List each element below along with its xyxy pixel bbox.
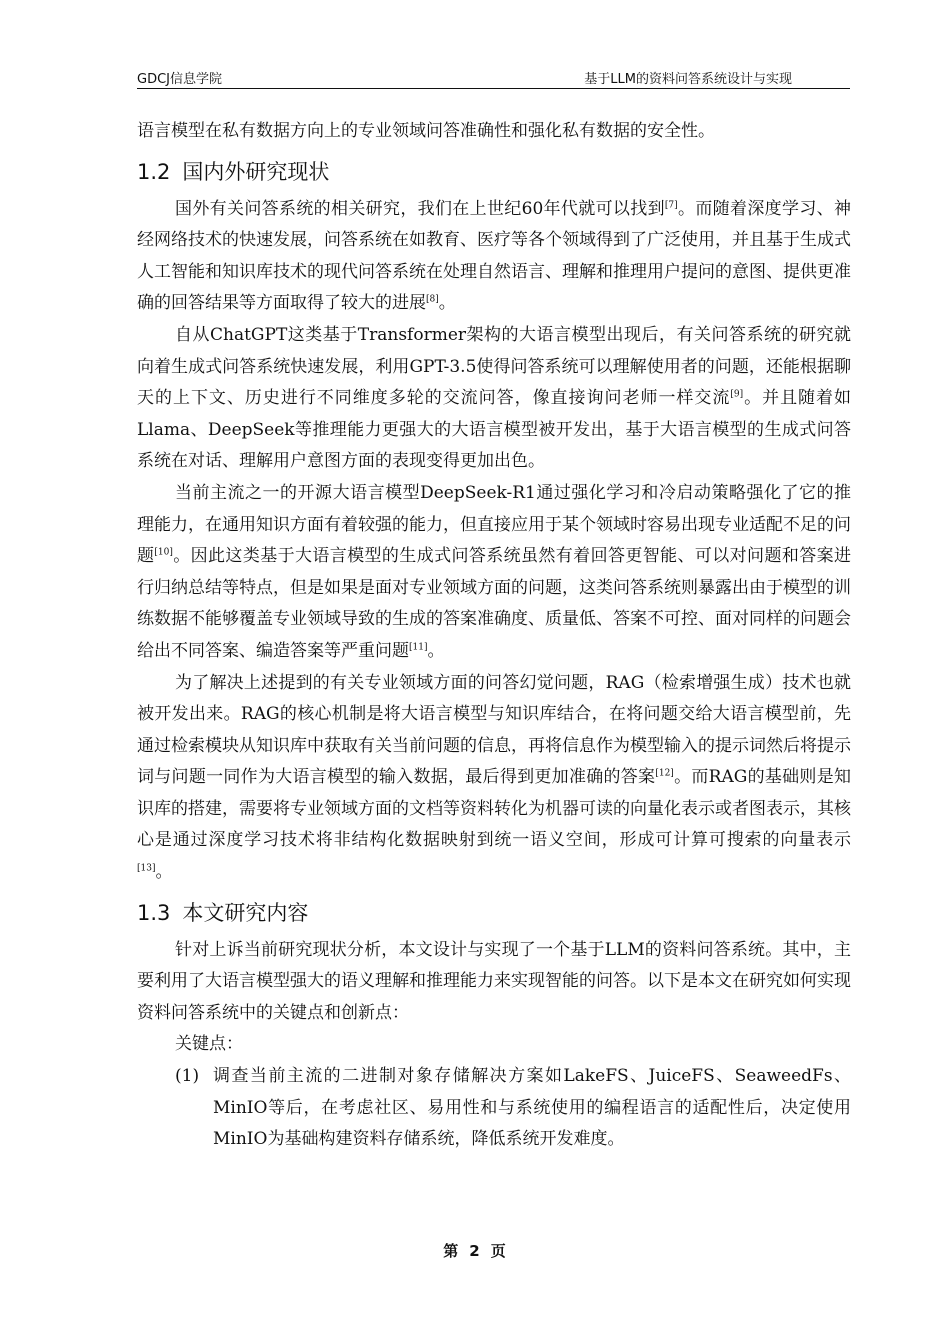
text-run: 。 [427, 640, 445, 661]
text-run: 。并且随着如Llama、DeepSeek等推理能力更强大的大语言模型被开发出，基于大语言模型的生成式问答系统在对话、理解用户意图方面的表现变得更加出色。 [137, 388, 852, 472]
header-right-title: 基于LLM的资料问答系统设计与实现 [584, 72, 792, 87]
citation-ref: [12] [655, 768, 674, 779]
citation-ref: [9] [730, 389, 744, 400]
text-run: 。而RAG的基础则是知识库的搭建，需要将专业领域方面的文档等资料转化为机器可读的向量化表示或者图表示，其核心是通过深度学习技术将非结构化数据映射到统一语义空间，形成可计算可搜索的向量表示 [137, 767, 851, 851]
paragraph-4 [137, 668, 851, 889]
section-number: 1.2 [137, 159, 171, 184]
section-title-text: 本文研究内容 [182, 900, 309, 925]
key-points-label: 关键点： [175, 1034, 243, 1055]
header-left-school: GDCJ信息学院 [137, 72, 222, 87]
citation-ref: [7] [664, 199, 678, 210]
paragraph-5: 针对上诉当前研究现状分析，本文设计与实现了一个基于LLM的资料问答系统。其中，主要利用了大语言模型强大的语义理解和推理能力来实现智能的问答。以下是本文在研究如何实现资料问答系统中的关键点和创新点： [137, 939, 851, 1023]
text-run: 。 [155, 862, 173, 883]
list-marker: (1) [175, 1066, 200, 1087]
citation-ref: [8] [426, 294, 439, 305]
paragraph-3 [137, 478, 851, 668]
text-run: 为了解决上述提到的有关专业领域方面的问答幻觉问题，RAG（检索增强生成）技术也就被开发出来。RAG的核心机制是将大语言模型与知识库结合，在将问题交给大语言模型前，先通过检索模块从知识库中获取有关当前问题的信息，再将信息作为模型输入的提示词然后将提示词与问题一同作为大语言模型的输入数据，最后得到更加准确的答案 [137, 672, 851, 788]
text-run: 自从ChatGPT这类基于Transformer架构的大语言模型出现后，有关问答系统的研究就向着生成式问答系统快速发展，利用GPT-3.5使得问答系统可以理解使用者的问题，还能根据聊天的上下文、历史进行不同维度多轮的交流问答，像直接询问老师一样交流 [137, 324, 851, 409]
page-number [0, 1240, 950, 1261]
page-content [137, 116, 851, 1156]
section-heading-1-3 [137, 897, 851, 929]
text-run: 当前主流之一的开源大语言模型DeepSeek-R1通过强化学习和冷启动策略强化了它的推理能力，在通用知识方面有着较强的能力，但直接应用于某个领域时容易出现专业适配不足的问题 [137, 482, 851, 567]
page-number-prefix: 第 [443, 1242, 460, 1260]
section-title-text: 国内外研究现状 [182, 159, 330, 184]
citation-ref: [10] [154, 547, 173, 558]
citation-ref: [11] [409, 642, 428, 653]
paragraph-2 [137, 320, 851, 478]
list-item [137, 1061, 851, 1156]
page-header [137, 62, 850, 89]
list-item-text: 调查当前主流的二进制对象存储解决方案如LakeFS、JuiceFS、SeaweedFs、MinIO等后，在考虑社区、易用性和与系统使用的编程语言的适配性后，决定使用MinIO为基础构建资料存储系统，降低系统开发难度。 [213, 1066, 851, 1150]
section-number: 1.3 [137, 900, 171, 925]
page-number-suffix: 页 [490, 1242, 507, 1260]
section-heading-1-2 [137, 156, 851, 188]
page-number-value: 2 [469, 1242, 481, 1260]
text-run: 国外有关问答系统的相关研究，我们在上世纪60年代就可以找到 [175, 198, 665, 219]
intro-tail-paragraph: 语言模型在私有数据方向上的专业领域问答准确性和强化私有数据的安全性。 [137, 121, 715, 141]
text-run: 。而随着深度学习、神经网络技术的快速发展，问答系统在如教育、医疗等各个领域得到了广泛使用，并且基于生成式人工智能和知识库技术的现代问答系统在处理自然语言、理解和推理用户提问的意图、提供更准确的回答结果等方面取得了较大的进展 [137, 198, 851, 314]
paragraph-1 [137, 194, 851, 320]
citation-ref: [13] [137, 863, 156, 874]
text-run: 。 [438, 293, 456, 314]
text-run: 。因此这类基于大语言模型的生成式问答系统虽然有着回答更智能、可以对问题和答案进行归纳总结等特点，但是如果是面对专业领域方面的问题，这类问答系统则暴露出由于模型的训练数据不能够覆盖专业领域导致的生成的答案准确度、质量低、答案不可控、面对同样的问题会给出不同答案、编造答案等严重问题 [137, 546, 852, 661]
